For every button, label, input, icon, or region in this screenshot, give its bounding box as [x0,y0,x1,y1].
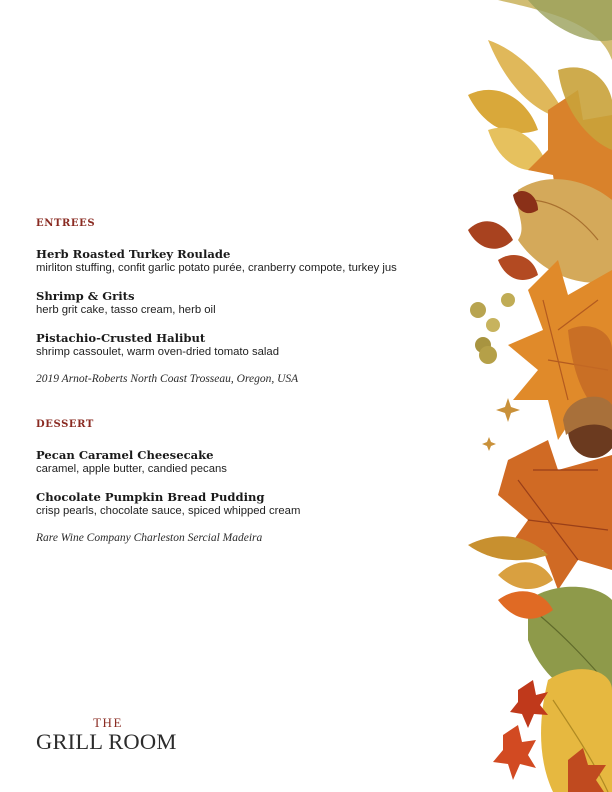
berry-decoration [479,346,497,364]
berry-decoration [486,318,500,332]
menu-item [36,247,456,275]
item-description: herb grit cake, tasso cream, herb oil [36,304,216,316]
menu-item [36,331,456,359]
logo-name: GRILL ROOM [36,729,177,754]
wine-pairing: Rare Wine Company Charleston Sercial Madeira [36,532,263,544]
item-name: Shrimp & Grits [36,289,135,303]
berry-decoration [501,293,515,307]
item-description: caramel, apple butter, candied pecans [36,463,227,475]
item-name: Pistachio-Crusted Halibut [36,331,206,345]
entrees-heading: ENTREES [36,218,96,229]
menu-item [36,289,456,317]
item-description: mirliton stuffing, confit garlic potato purée, cranberry compote, turkey jus [36,262,397,274]
menu-item [36,448,456,476]
dessert-section [36,419,456,544]
item-description: shrimp cassoulet, warm oven-dried tomato salad [36,346,279,358]
leaf-decoration [468,221,513,248]
dessert-heading: DESSERT [36,419,94,430]
sparkle-decoration [482,437,496,451]
sparkle-decoration [496,398,520,422]
leaf-decoration [498,562,553,589]
item-name: Herb Roasted Turkey Roulade [36,247,231,261]
menu-item [36,490,456,518]
item-name: Pecan Caramel Cheesecake [36,448,214,462]
item-name: Chocolate Pumpkin Bread Pudding [36,490,265,504]
logo-the: THE [93,715,123,730]
item-description: crisp pearls, chocolate sauce, spiced whipped cream [36,505,301,517]
entrees-section [36,218,456,385]
berry-decoration [470,302,486,318]
leaf-decoration [493,725,536,780]
wine-pairing: 2019 Arnot-Roberts North Coast Trosseau, Oregon, USA [36,373,299,385]
autumn-leaves-border [458,0,612,792]
restaurant-logo [36,716,206,754]
leaf-decoration [528,0,612,41]
menu-content [36,218,456,578]
leaf-decoration [498,255,538,280]
